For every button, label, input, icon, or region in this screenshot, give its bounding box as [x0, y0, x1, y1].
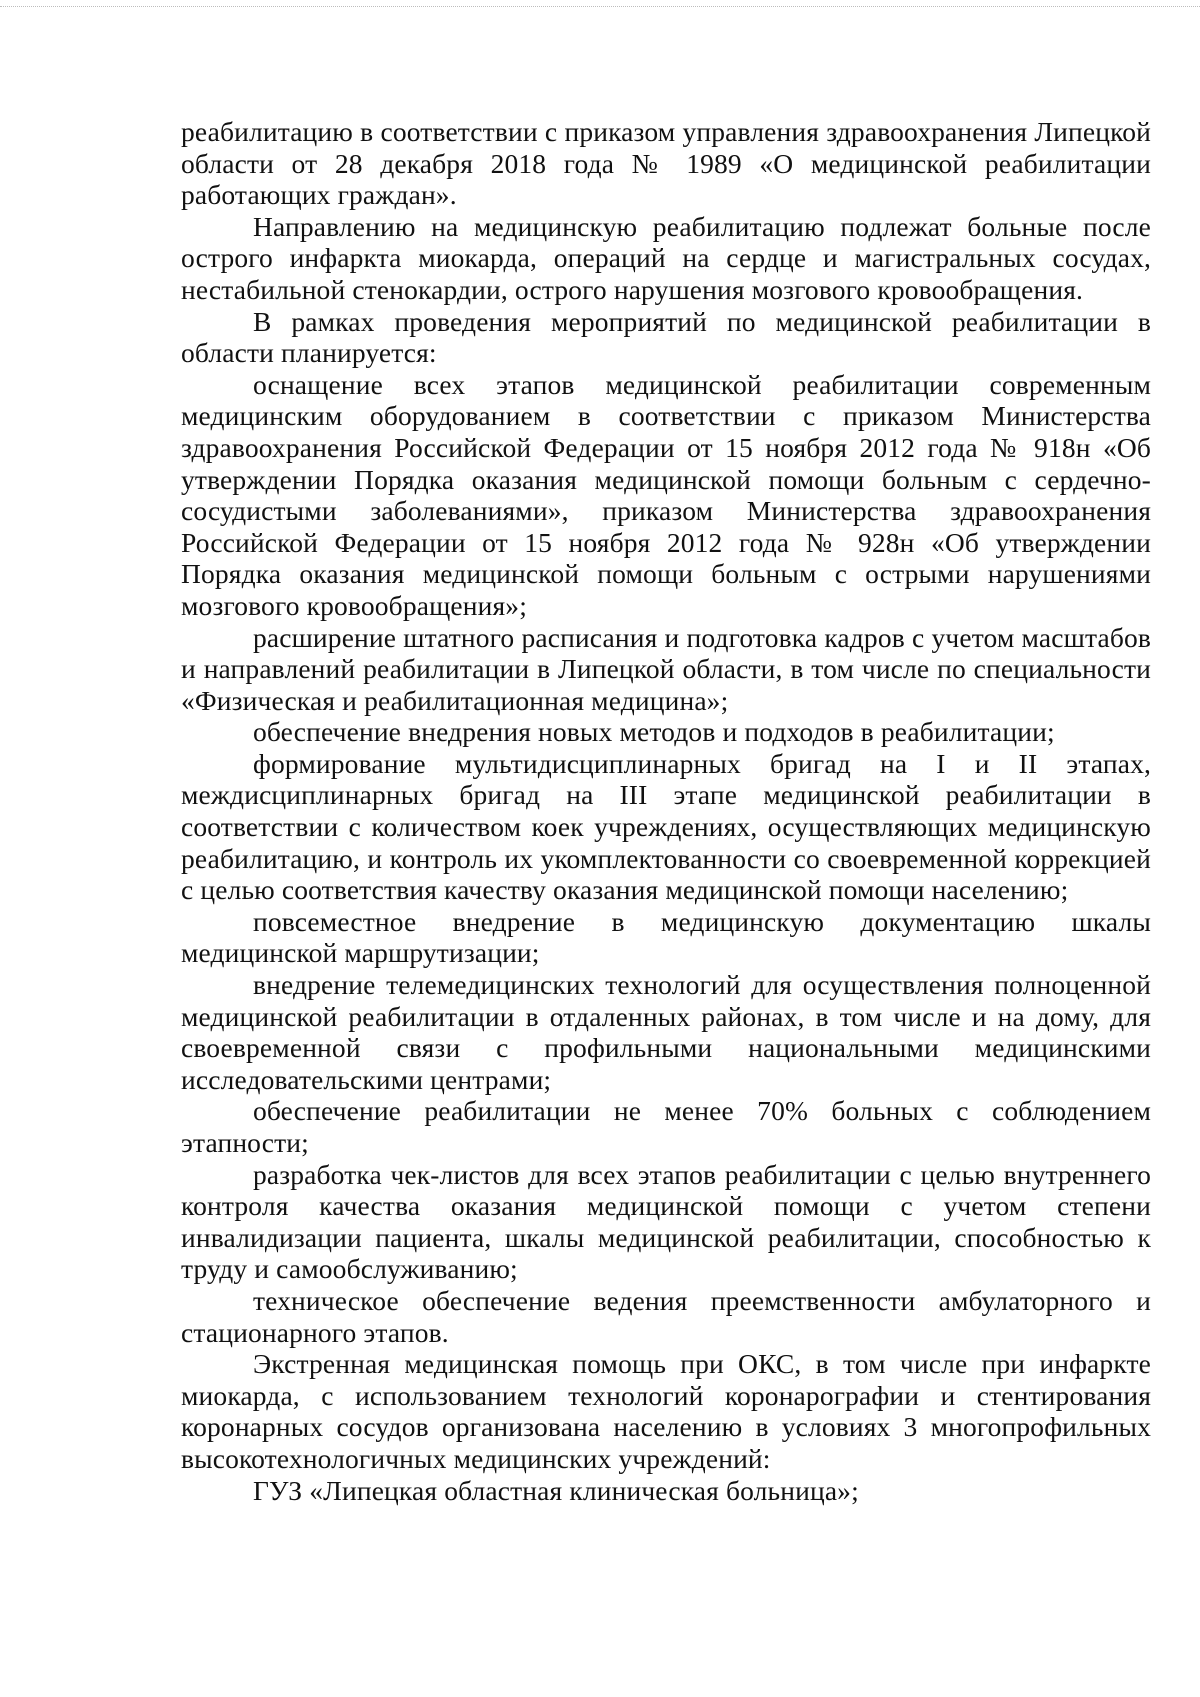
paragraph-continuity: техническое обеспечение ведения преемственности амбулаторного и стационарного этапов. [181, 1284, 1151, 1348]
paragraph-continuation: реабилитацию в соответствии с приказом управления здравоохранения Липецкой области от 28 декабря 2018 года № 1989 «О медицинской реабилитации работающих граждан». [181, 116, 1151, 211]
paragraph-emergency-care: Экстренная медицинская помощь при ОКС, в том числе при инфаркте миокарда, с использованием технологий коронарографии и стентирования коронарных сосудов организована населению в условиях 3 многопрофильных высокотехнологичных медицинских учреждений: [181, 1348, 1151, 1474]
paragraph-multidisciplinary-teams: формирование мультидисциплинарных бригад на I и II этапах, междисциплинарных бригад на III этапе медицинской реабилитации в соответствии с количеством коек учреждениях, осуществляющих медицинскую реабилитацию, и контроль их укомплектованности со своевременной коррекцией с целью соответствия качеству оказания медицинской помощи населению; [181, 747, 1151, 906]
paragraph-planned-measures-intro: В рамках проведения мероприятий по медицинской реабилитации в области планируется: [181, 305, 1151, 369]
scan-top-edge [0, 6, 1200, 7]
paragraph-routing-scale: повсеместное внедрение в медицинскую документацию шкалы медицинской маршрутизации; [181, 905, 1151, 969]
document-page-body [181, 116, 1151, 1506]
paragraph-staffing: расширение штатного расписания и подготовка кадров с учетом масштабов и направлений реабилитации в Липецкой области, в том числе по специальности «Физическая и реабилитационная медицина»; [181, 621, 1151, 716]
paragraph-rehab-referral: Направлению на медицинскую реабилитацию подлежат больные после острого инфаркта миокарда, операций на сердце и магистральных сосудах, нестабильной стенокардии, острого нарушения мозгового кровообращения. [181, 210, 1151, 305]
paragraph-rehab-coverage: обеспечение реабилитации не менее 70% больных с соблюдением этапности; [181, 1095, 1151, 1158]
paragraph-hospital-list-item: ГУЗ «Липецкая областная клиническая больница»; [253, 1474, 859, 1506]
paragraph-telemedicine: внедрение телемедицинских технологий для осуществления полноценной медицинской реабилитации в отдаленных районах, в том числе и на дому, для своевременной связи с профильными национальными медицинскими исследовательскими центрами; [181, 969, 1151, 1095]
paragraph-equipment: оснащение всех этапов медицинской реабилитации современным медицинским оборудованием в соответствии с приказом Министерства здравоохранения Российской Федерации от 15 ноября 2012 года № 918н «Об утверждении Порядка оказания медицинской помощи больным с сердечно-сосудистыми заболеваниями», приказом Министерства здравоохранения Российской Федерации от 15 ноября 2012 года № 928н «Об утверждении Порядка оказания медицинской помощи больным с острыми нарушениями мозгового кровообращения»; [181, 368, 1151, 621]
paragraph-checklists: разработка чек-листов для всех этапов реабилитации с целью внутреннего контроля качества оказания медицинской помощи с учетом степени инвалидизации пациента, шкалы медицинской реабилитации, способностью к труду и самообслуживанию; [181, 1158, 1151, 1285]
paragraph-new-methods: обеспечение внедрения новых методов и подходов в реабилитации; [253, 716, 1055, 748]
